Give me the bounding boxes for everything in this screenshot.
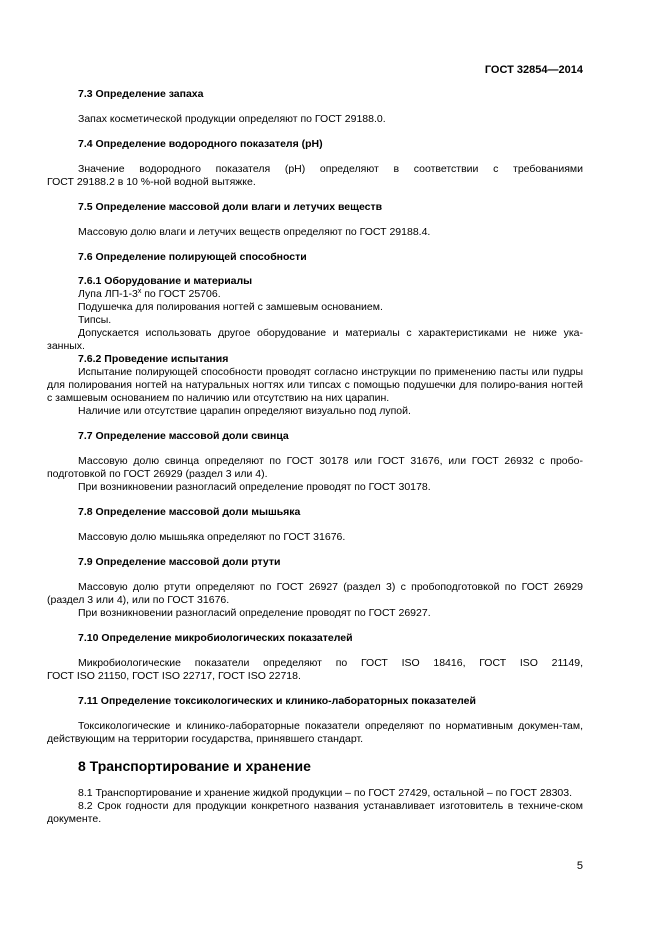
section-7-5-title: 7.5 Определение массовой доли влаги и летучих веществ <box>78 201 383 213</box>
test-result-text: Наличие или отсутствие царапин определяют визуально под лупой. <box>78 405 411 417</box>
section-7-7-text: Массовую долю свинца определяют по ГОСТ 30178 или ГОСТ 31676, или ГОСТ 26932 с пробо-подготовкой по ГОСТ 26929 (раздел 3 или 4). <box>47 455 583 480</box>
section-7-10-text-line2: ГОСТ ISO 21150, ГОСТ ISO 22717, ГОСТ ISO 22718. <box>47 670 301 682</box>
document-body <box>47 88 583 826</box>
magnifier-line <box>47 288 583 301</box>
section-7-6-1-title: 7.6.1 Оборудование и материалы <box>78 275 253 287</box>
section-7-11-text: Токсикологические и клинико-лабораторные показатели определяют по нормативным докумен-там, действующим на территории государства, принявшего стандарт. <box>47 720 583 745</box>
section-7-3-title: 7.3 Определение запаха <box>78 88 204 100</box>
section-7-3-text: Запах косметической продукции определяют по ГОСТ 29188.0. <box>78 113 386 125</box>
section-7-4-text-line2: ГОСТ 29188.2 в 10 %-ной водной вытяжке. <box>47 176 256 188</box>
section-7-9-title: 7.9 Определение массовой доли ртути <box>78 556 281 568</box>
section-7-9-dispute-text: При возникновении разногласий определение проводят по ГОСТ 26927. <box>78 607 431 619</box>
section-7-5-text: Массовую долю влаги и летучих веществ определяют по ГОСТ 29188.4. <box>78 226 431 238</box>
page-number: 5 <box>576 860 583 872</box>
section-7-8-title: 7.8 Определение массовой доли мышьяка <box>78 506 301 518</box>
magnifier-footnote-mark: х <box>137 288 142 295</box>
section-7-4-title: 7.4 Определение водородного показателя (pH) <box>78 138 323 150</box>
section-7-9-text: Массовую долю ртути определяют по ГОСТ 26927 (раздел 3) с пробоподготовкой по ГОСТ 26929 (раздел 3 или 4), или по ГОСТ 31676. <box>47 581 583 606</box>
tips-line: Типсы. <box>78 314 112 326</box>
magnifier-name: Лупа ЛП-1-3 <box>78 288 138 300</box>
alternative-equipment-text: Допускается использовать другое оборудование и материалы с характеристиками не ниже ука-занных. <box>47 327 583 352</box>
magnifier-standard: по ГОСТ 25706. <box>141 288 221 300</box>
test-procedure-text: Испытание полирующей способности проводят согласно инструкции по применению пасты или пудры для полирования ногтей на натуральных ногтях или типсах с помощью подушечки для полиро-вания ногтей с замшевым основанием по наличию или отсутствию на них царапин. <box>47 366 583 404</box>
section-8-title: 8 Транспортирование и хранение <box>78 758 311 774</box>
section-8-2-text: 8.2 Срок годности для продукции конкретного названия устанавливает изготовитель в техниче-ском документе. <box>47 800 583 825</box>
section-7-6-2-title: 7.6.2 Проведение испытания <box>78 353 229 365</box>
section-7-11-title: 7.11 Определение токсикологических и клинико-лабораторных показателей <box>78 695 476 707</box>
section-8-1-text: 8.1 Транспортирование и хранение жидкой продукции – по ГОСТ 27429, остальной – по ГОСТ 28303. <box>78 787 573 799</box>
section-7-6-title: 7.6 Определение полирующей способности <box>78 251 307 263</box>
section-7-7-title: 7.7 Определение массовой доли свинца <box>78 430 289 442</box>
section-7-7-dispute-text: При возникновении разногласий определение проводят по ГОСТ 30178. <box>78 481 431 493</box>
section-7-10-text-line1: Микробиологические показатели определяют по ГОСТ ISO 18416, ГОСТ ISO 21149, <box>78 657 583 669</box>
section-7-10-title: 7.10 Определение микробиологических показателей <box>78 632 353 644</box>
section-7-4-text-line1: Значение водородного показателя (pH) определяют в соответствии с требованиями <box>78 163 583 175</box>
polishing-pad-line: Подушечка для полирования ногтей с замшевым основанием. <box>78 301 383 313</box>
document-code: ГОСТ 32854—2014 <box>484 64 583 76</box>
section-7-8-text: Массовую долю мышьяка определяют по ГОСТ 31676. <box>78 531 346 543</box>
